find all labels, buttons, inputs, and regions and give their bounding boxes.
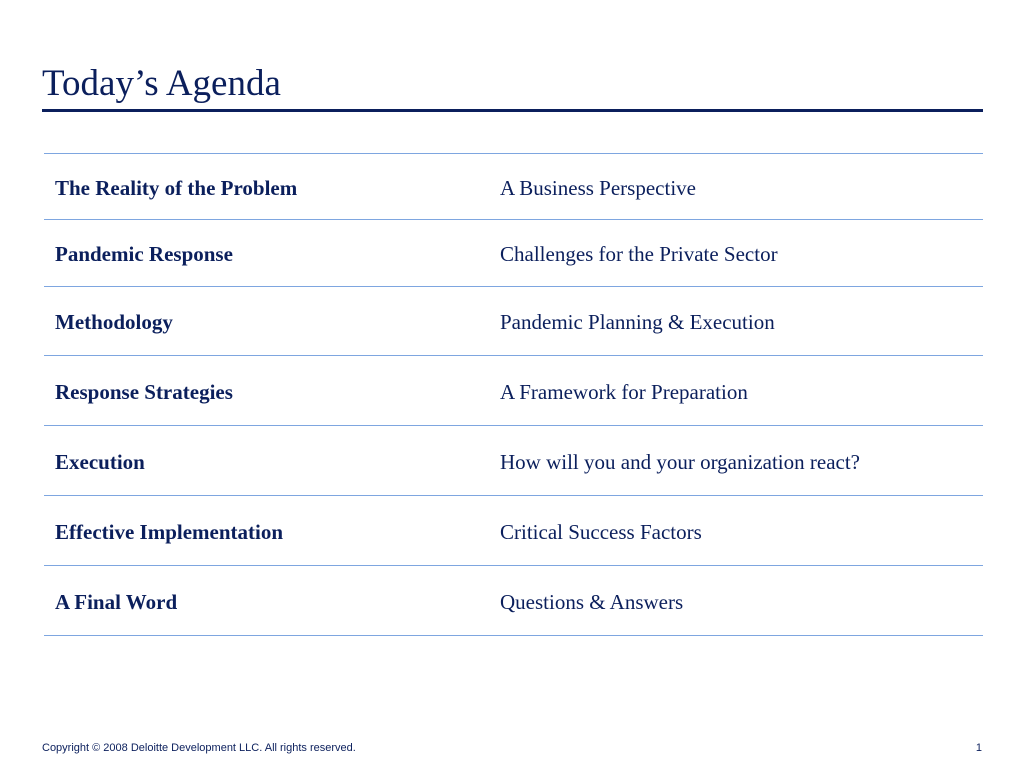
agenda-table [44,153,983,636]
footer-copyright: Copyright © 2008 Deloitte Development LLC. All rights reserved. [42,742,356,754]
agenda-topic: Methodology [55,310,173,334]
agenda-topic: Pandemic Response [55,242,233,266]
agenda-topic: Execution [55,450,145,474]
agenda-description: A Framework for Preparation [500,380,748,404]
agenda-topic: The Reality of the Problem [55,176,298,200]
agenda-row [44,426,983,496]
title-underline [42,109,983,112]
agenda-row [44,496,983,566]
agenda-row [44,220,983,287]
agenda-description: Questions & Answers [500,590,684,614]
agenda-topic: Effective Implementation [55,520,284,544]
page-number: 1 [975,742,982,754]
agenda-row [44,154,983,220]
agenda-description: Pandemic Planning & Execution [500,310,775,334]
slide-title: Today’s Agenda [42,63,281,104]
agenda-row [44,566,983,636]
agenda-description: Critical Success Factors [500,520,702,544]
agenda-topic: A Final Word [55,590,178,614]
agenda-description: Challenges for the Private Sector [500,242,778,266]
agenda-description: A Business Perspective [500,176,696,200]
agenda-row [44,287,983,356]
agenda-description: How will you and your organization react? [500,450,861,474]
agenda-row [44,356,983,426]
agenda-topic: Response Strategies [55,380,233,404]
